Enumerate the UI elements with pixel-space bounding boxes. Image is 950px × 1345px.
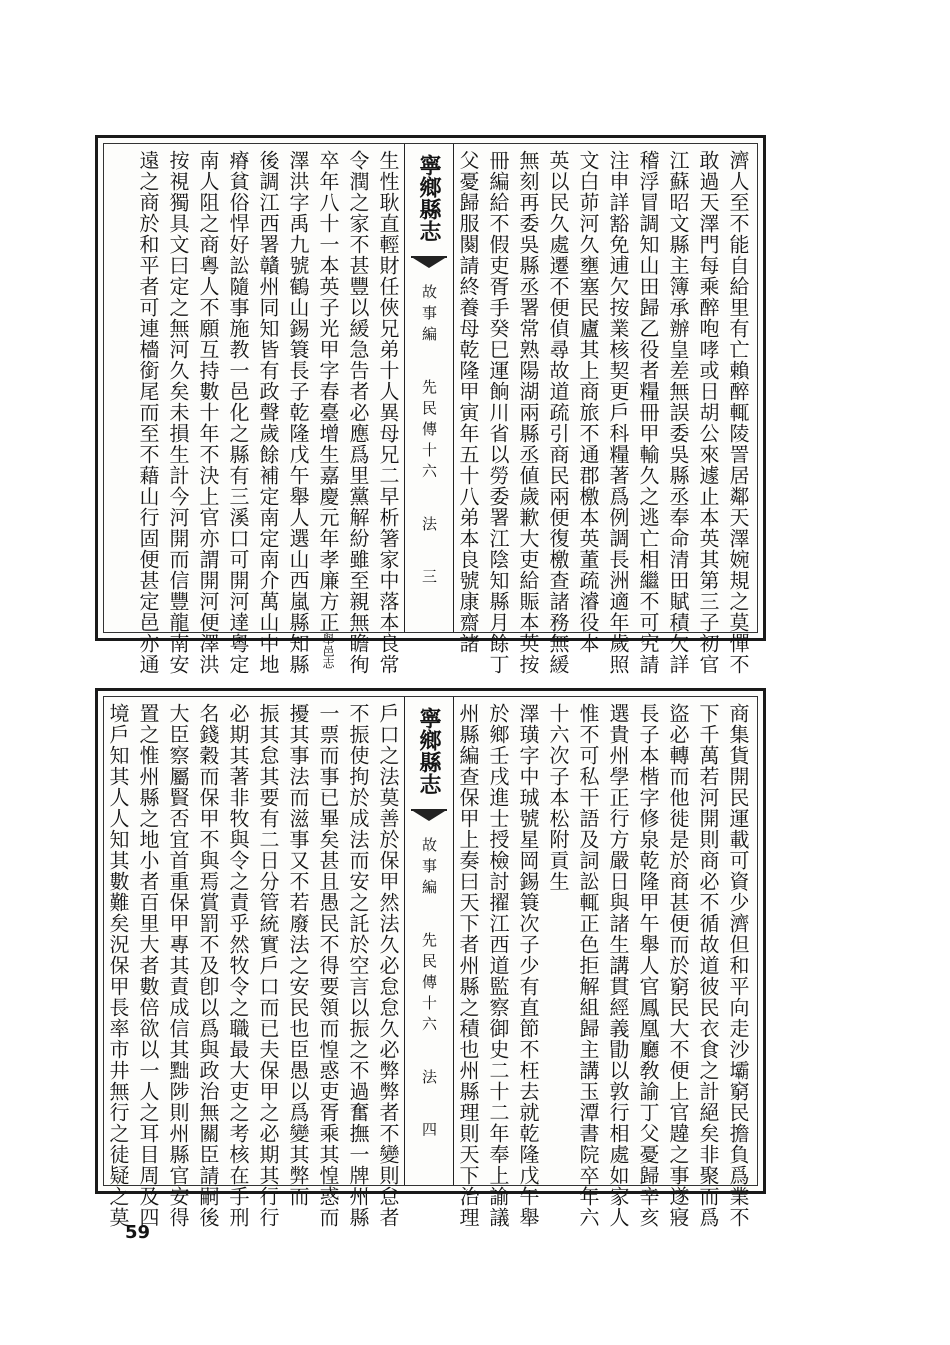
- text-column: 下千萬若河開則商必不循故道彼民衣食之計絕矣非聚而爲: [696, 703, 720, 1228]
- text-column: 令潤之家不甚豐以緩急告者必應爲里黨解紛雖至親無瞻徇: [346, 150, 370, 675]
- section-name: 先民傳十六: [420, 378, 438, 484]
- column-annotation: 舉: [321, 633, 335, 645]
- text-column: 大臣察屬賢否宜首重保甲專其責成信其黜陟則州縣官安得: [166, 703, 190, 1228]
- leaf-number: 三: [420, 568, 438, 590]
- text-column: 不振使拘於成法而安之託於空言以振之不過奮撫一牌州縣: [346, 703, 370, 1228]
- book-center-info: [405, 837, 453, 1142]
- text-column: 江蘇昭文縣主簿承辦皇差無誤委吳縣丞奉命清田賦積欠詳: [666, 150, 690, 675]
- book-title: 寧鄉縣志: [416, 707, 442, 795]
- section-label: 法: [420, 515, 438, 537]
- text-column: 父憂歸服闋請終養母乾隆甲寅年五十八弟本良號康齋諸: [456, 150, 480, 654]
- text-column: 按視獨具文曰定之無河久矣未損生計今河開而信豐龍南安: [166, 150, 190, 675]
- text-column: 振其怠其要有二日分管統實戶口而已夫保甲之必期其行行: [256, 703, 280, 1228]
- volume-name: 故事編: [420, 284, 438, 347]
- text-column: 盜必轉而他徙是於商甚便而於窮民大不便上官韙之事遂寢: [666, 703, 690, 1228]
- text-column: 瘠貧俗悍好訟隨事施教一邑化之縣有三溪口可開河達粵定: [226, 150, 250, 675]
- section-name: 先民傳十六: [420, 931, 438, 1037]
- text-column: 文白茆河久壅塞民廬其上商旅不通郡檄本英董疏濬役本: [576, 150, 600, 654]
- text-column: 澤洪字禹九號鶴山錫簑長子乾隆戊午舉人選山西嵐縣知縣: [286, 150, 310, 675]
- column-annotation: 邑志: [321, 645, 335, 669]
- text-column: 濟人至不能自給里有亡賴醉輒陵詈居鄰天澤婉規之莫憚不: [726, 150, 750, 675]
- text-column: 惟不可私干語及詞訟輒正色拒解組歸主講玉潭書院卒年六: [576, 703, 600, 1228]
- fishtail-mark-icon: [411, 256, 447, 284]
- page-number: 59: [125, 1222, 151, 1243]
- text-column: 注申詳豁免逋欠按業核契更戶科糧著爲例調長洲適年歲照: [606, 150, 630, 675]
- text-column: 無刻再委吳縣丞署常熟陽湖兩縣丞値歲歉大吏給賑本英按: [516, 150, 540, 675]
- text-column: 澤璜字中珹號星岡錫簑次子少有直節不枉去就乾隆戊午舉: [516, 703, 540, 1228]
- text-column: 戶口之法莫善於保甲然法久必怠怠久必弊弊者不變則怠者: [376, 703, 400, 1228]
- book-center-info: [405, 284, 453, 589]
- volume-name: 故事編: [420, 837, 438, 900]
- text-column: 南人阻之商粵人不願互持數十年不決上官亦謂開河便澤洪: [196, 150, 220, 675]
- text-column: 名錢穀而保甲不與焉賞罰不及卽以爲與政治無關臣請嗣後: [196, 703, 220, 1228]
- book-center-strip: [404, 697, 454, 1185]
- text-column: 敢過天澤門每乘醉咆哮或日胡公來遽止本英其第三子初官: [696, 150, 720, 675]
- text-column: 冊編給不假吏胥手癸巳運餉川省以勞委署江陰知縣月餘丁: [486, 150, 510, 675]
- sheet-frame: [103, 143, 758, 675]
- text-column: 遠之商於和平者可連檣銜尾而至不藉山行固便甚定邑亦通: [136, 150, 160, 675]
- sheet-frame: [103, 696, 758, 1228]
- text-column: 後調江西署贛州同知皆有政聲歲餘補定南定南介萬山中地: [256, 150, 280, 675]
- book-sheet-top: [95, 135, 766, 675]
- section-label: 法: [420, 1068, 438, 1090]
- text-column: 必期其著非牧與令之責乎然牧令之職最大吏之考核在手刑: [226, 703, 250, 1228]
- fishtail-mark-icon: [411, 809, 447, 837]
- text-column: 長子本楷字修泉乾隆甲午舉人官鳳凰廳敎諭丁父憂歸辛亥: [636, 703, 660, 1228]
- text-column: 州縣編查保甲上奏曰天下者州縣之積也州縣理則天下治理: [456, 703, 480, 1228]
- book-center-strip: [404, 144, 454, 632]
- text-column: 十六次子本松附貢生: [546, 703, 570, 892]
- text-column: 於鄉壬戌進士授檢討擢江西道監察御史二十二年奉上諭議: [486, 703, 510, 1228]
- book-title: 寧鄉縣志: [416, 154, 442, 242]
- book-sheet-bottom: [95, 688, 766, 1228]
- text-column: 卒年八十一本英子光甲字春臺增生嘉慶元年孝廉方正舉邑志: [316, 150, 340, 669]
- text-column: 一票而事已畢矣甚且愚民不得要領而惶惑吏胥乘其惶惑而: [316, 703, 340, 1228]
- text-column: 置之惟州縣之地小者百里大者數倍欲以一人之耳目周及四: [136, 703, 160, 1228]
- text-column: 境戶知其人人知其數難矣況保甲長率市井無行之徒疑之莫: [106, 703, 130, 1228]
- text-column: 擾其事法而滋事又不若廢法之安民也臣愚以爲變其弊而: [286, 703, 310, 1207]
- text-column: 稽浮冒調知山田歸乙役者糧冊甲輸久之逃亡相繼不可究請: [636, 150, 660, 675]
- text-column: 商集貨開民運載可資少濟但和平向走沙壩窮民擔負爲業不: [726, 703, 750, 1228]
- text-column: 選貴州學正行方嚴日與諸生講貫經義勖以敦行相處如家人: [606, 703, 630, 1228]
- text-column: 英以民久處遷不便偵尋故道疏引商民兩便復檄查諸務無緩: [546, 150, 570, 675]
- leaf-number: 四: [420, 1121, 438, 1143]
- text-column: 生性耿直輕財任俠兄弟十人異母兄二早析箸家中落本良常: [376, 150, 400, 675]
